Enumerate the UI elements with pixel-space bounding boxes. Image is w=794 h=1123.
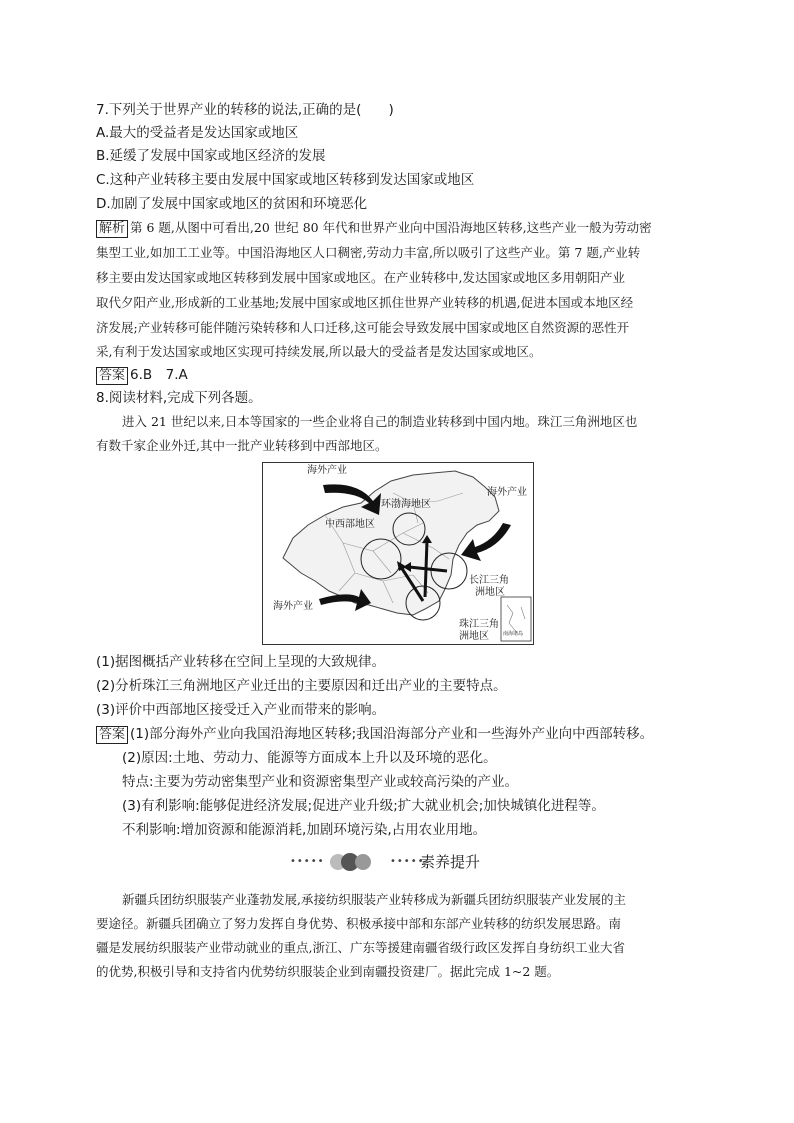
section-title: 素养提升 [420, 853, 481, 871]
passage-line-4: 的优势,积极引导和支持省内优势纺织服装企业到南疆投资建厂。据此完成 1~2 题。 [96, 964, 560, 979]
china-outline [283, 471, 499, 615]
q7-stem: 7.下列关于世界产业的转移的说法,正确的是( ) [96, 102, 394, 118]
analysis-line-1: 解析 第 6 题,从图中可看出,20 世纪 80 年代和世界产业向中国沿海地区转移,这些产业一般为劳动密 [96, 218, 652, 238]
answer8-line-5: 不利影响:增加资源和能源消耗,加剧环境污染,占用农业用地。 [122, 822, 487, 838]
passage-line-1: 新疆兵团纺织服装产业蓬勃发展,承接纺织服装产业转移成为新疆兵团纺织服装产业发展的主 [122, 892, 626, 907]
answer8-line-1: 答案 (1)部分海外产业向我国沿海地区转移;我国沿海部分产业和一些海外产业向中西部转移。 [96, 724, 653, 744]
q8-material-2: 有数千家企业外迁,其中一批产业转移到中西部地区。 [96, 438, 388, 453]
label-pearl-2: 洲地区 [459, 631, 489, 642]
label-overseas-top: 海外产业 [307, 465, 347, 476]
q7-option-c: C.这种产业转移主要由发展中国家或地区转移到发达国家或地区 [96, 172, 475, 188]
passage-line-2: 要途径。新疆兵团确立了努力发挥自身优势、积极承接中部和东部产业转移的纺织发展思路。南 [96, 916, 622, 931]
label-yangtze-2: 洲地区 [475, 587, 505, 598]
q8-sub-2: (2)分析珠江三角洲地区产业迁出的主要原因和迁出产业的主要特点。 [96, 678, 507, 694]
analysis-line-2: 集型工业,如加工工业等。中国沿海地区人口稠密,劳动力丰富,所以吸引了这些产业。第 7 题,产业转 [96, 245, 641, 260]
label-overseas-right: 海外产业 [487, 487, 527, 498]
label-yangtze-1: 长江三角 [469, 575, 509, 586]
arrow-pearl-to-bohai [425, 541, 427, 597]
banner-dots-left: ••••• [290, 856, 325, 867]
answer8-line-4: (3)有利影响:能够促进经济发展;促进产业升级;扩大就业机会;加快城镇化进程等。 [122, 798, 605, 814]
q8-material-1: 进入 21 世纪以来,日本等国家的一些企业将自己的制造业转移到中国内地。珠江三角洲地区也 [122, 414, 638, 429]
q7-option-d: D.加剧了发展中国家或地区的贫困和环境恶化 [96, 196, 368, 212]
q7-option-b: B.延缓了发展中国家或地区经济的发展 [96, 148, 326, 164]
label-bohai: 环渤海地区 [381, 499, 431, 510]
answer-tag: 答案 [96, 367, 128, 385]
answer8-line-2: (2)原因:土地、劳动力、能源等方面成本上升以及环境的恶化。 [122, 750, 497, 766]
industry-transfer-map [262, 462, 534, 645]
q8-stem: 8.阅读材料,完成下列各题。 [96, 390, 262, 406]
answer8-tag: 答案 [96, 726, 128, 744]
label-inset: 南海诸岛 [503, 631, 524, 637]
answer-6-7: 答案 6.B 7.A [96, 365, 188, 385]
answer8-line-3: 特点:主要为劳动密集型产业和资源密集型产业或较高污染的产业。 [122, 774, 519, 790]
passage-line-3: 疆是发展纺织服装产业带动就业的重点,浙江、广东等援建南疆省级行政区发挥自身纺织工业大省 [96, 940, 625, 955]
banner-ornament-icon [328, 852, 374, 872]
label-overseas-left: 海外产业 [273, 601, 313, 612]
analysis-line-5: 济发展;产业转移可能伴随污染转移和人口迁移,这可能会导致发展中国家或地区自然资源的恶性开 [96, 320, 630, 335]
section-banner [290, 852, 510, 872]
label-midwest: 中西部地区 [325, 519, 375, 530]
banner-dots-right: ••••• [390, 856, 425, 867]
analysis-tag: 解析 [96, 220, 128, 238]
q8-sub-3: (3)评价中西部地区接受迁入产业而带来的影响。 [96, 702, 386, 718]
q7-option-a: A.最大的受益者是发达国家或地区 [96, 125, 299, 141]
analysis-line-6: 采,有利于发达国家或地区实现可持续发展,所以最大的受益者是发达国家或地区。 [96, 344, 542, 359]
analysis-line-3: 移主要由发达国家或地区转移到发展中国家或地区。在产业转移中,发达国家或地区多用朝阳产业 [96, 270, 625, 285]
analysis-line-4: 取代夕阳产业,形成新的工业基地;发展中国家或地区抓住世界产业转移的机遇,促进本国或本地区经 [96, 295, 634, 310]
label-pearl-1: 珠江三角 [459, 619, 499, 630]
q8-sub-1: (1)据图概括产业转移在空间上呈现的大致规律。 [96, 654, 386, 670]
